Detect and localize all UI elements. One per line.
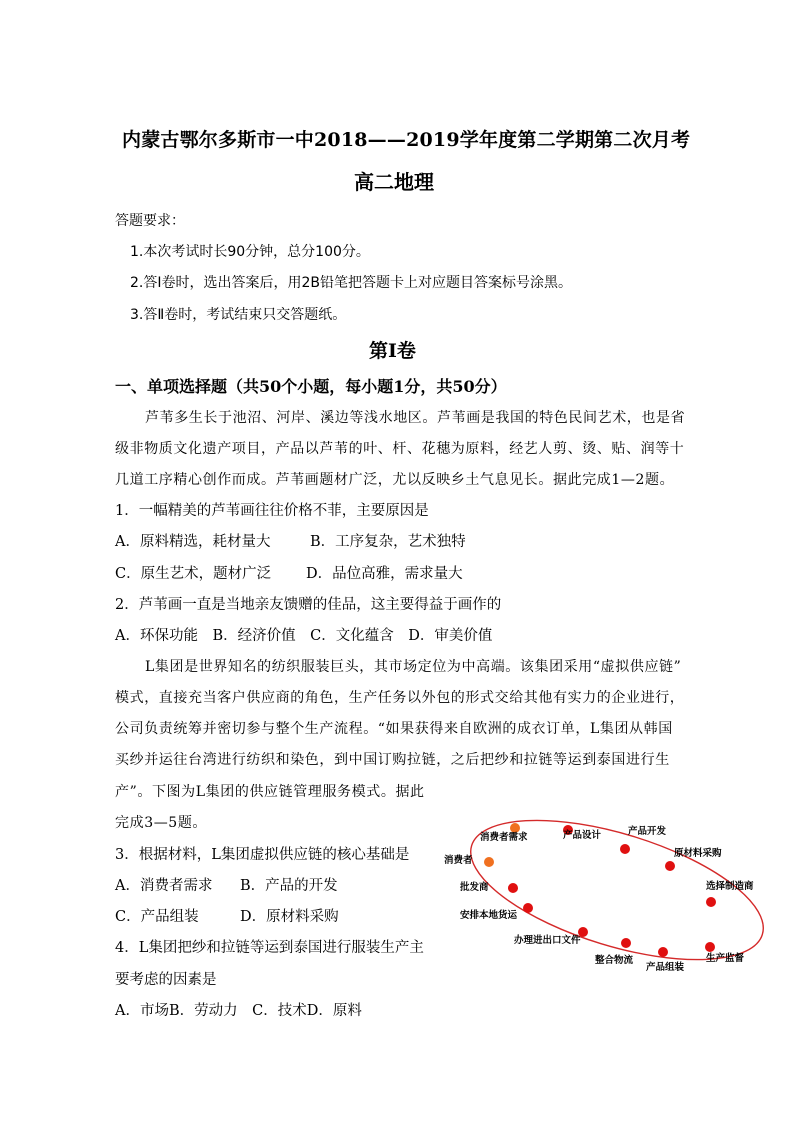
diagram-node	[658, 947, 668, 957]
option-d: D．原材料采购	[240, 909, 339, 925]
passage-line: 公司负责统筹并密切参与整个生产流程。“如果获得来自欧洲的成衣订单，L集团从韩国	[115, 721, 673, 737]
passage-line: 产”。下图为L集团的供应链管理服务模式。据此	[115, 784, 425, 800]
diagram-node	[523, 903, 533, 913]
volume-heading: 第Ⅰ卷	[369, 340, 416, 362]
diagram-node	[706, 897, 716, 907]
requirements-heading: 答题要求：	[115, 213, 185, 229]
diagram-node-label: 整合物流	[595, 955, 634, 966]
diagram-node-label: 消费者	[444, 855, 473, 866]
question-options: A．市场B．劳动力 C．技术D．原料	[115, 1003, 362, 1019]
option-a: A．原料精选，耗材量大	[115, 534, 271, 550]
passage-line: 几道工序精心创作而成。芦苇画题材广泛，尤以反映乡土气息见长。据此完成1—2题。	[115, 472, 675, 488]
option-c: C．原生艺术，题材广泛	[115, 566, 272, 582]
subject-title: 高二地理	[354, 170, 434, 194]
diagram-node-label: 产品开发	[628, 826, 667, 837]
option-a: A．消费者需求	[115, 878, 213, 894]
diagram-node-label: 产品组装	[646, 962, 685, 973]
question-stem: 1．一幅精美的芦苇画往往价格不菲，主要原因是	[115, 503, 429, 519]
exam-title: 内蒙古鄂尔多斯市一中2018——2019学年度第二学期第二次月考	[122, 129, 691, 151]
diagram-node	[620, 844, 630, 854]
supply-chain-diagram	[430, 818, 780, 988]
question-stem: 4．L集团把纱和拉链等运到泰国进行服装生产主	[115, 940, 424, 956]
diagram-node-label: 产品设计	[563, 830, 602, 841]
section-heading: 一、单项选择题（共50个小题，每小题1分，共50分）	[115, 377, 507, 396]
question-stem: 2．芦苇画一直是当地亲友馈赠的佳品，这主要得益于画作的	[115, 597, 502, 613]
question-options: A．环保功能 B．经济价值 C．文化蕴含 D．审美价值	[115, 628, 493, 644]
question-stem: 3．根据材料，L集团虚拟供应链的核心基础是	[115, 847, 410, 863]
question-stem-continued: 要考虑的因素是	[115, 972, 217, 988]
diagram-node-label: 批发商	[460, 882, 489, 893]
passage-line: 级非物质文化遗产项目，产品以芦苇的叶、杆、花穗为原料，经艺人剪、烫、贴、润等十	[115, 441, 685, 457]
diagram-node-label: 生产监督	[706, 953, 745, 964]
diagram-node	[621, 938, 631, 948]
diagram-node	[508, 883, 518, 893]
passage-line: 买纱并运往台湾进行纺织和染色，到中国订购拉链，之后把纱和拉链等运到泰国进行生	[115, 752, 670, 768]
diagram-node-label: 安排本地货运	[460, 910, 518, 921]
diagram-node-label: 办理进出口文件	[514, 935, 581, 946]
passage-line: L集团是世界知名的纺织服装巨头，其市场定位为中高端。该集团采用“虚拟供应链”	[145, 659, 682, 675]
diagram-node	[484, 857, 494, 867]
option-d: D．品位高雅，需求量大	[306, 566, 463, 582]
requirement-item: 3.答Ⅱ卷时，考试结束只交答题纸。	[130, 307, 347, 323]
passage-line: 完成3—5题。	[115, 815, 208, 831]
option-c: C．产品组装	[115, 909, 199, 925]
passage-line: 芦苇多生长于池沼、河岸、溪边等浅水地区。芦苇画是我国的特色民间艺术，也是省	[145, 410, 686, 426]
requirement-item: 2.答Ⅰ卷时，选出答案后，用2B铅笔把答题卡上对应题目答案标号涂黑。	[130, 275, 572, 291]
diagram-node-label: 选择制造商	[706, 881, 754, 892]
diagram-node	[665, 861, 675, 871]
diagram-node-label: 原材料采购	[674, 848, 722, 859]
diagram-node	[705, 942, 715, 952]
requirement-item: 1.本次考试时长90分钟，总分100分。	[130, 244, 370, 260]
option-b: B．产品的开发	[240, 878, 338, 894]
diagram-node-label: 消费者需求	[480, 832, 528, 843]
option-b: B．工序复杂，艺术独特	[310, 534, 466, 550]
passage-line: 模式，直接充当客户供应商的角色，生产任务以外包的形式交给其他有实力的企业进行，	[115, 690, 685, 706]
